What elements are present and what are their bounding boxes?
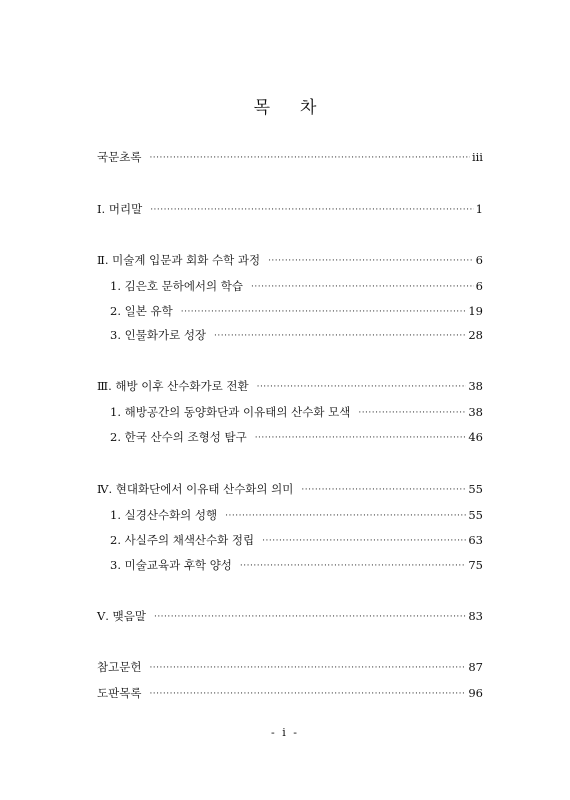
toc-entry-label: Ⅱ. 미술계 입문과 회화 수학 과정 bbox=[97, 253, 261, 267]
toc-entry-label: 2. 한국 산수의 조형성 탐구 bbox=[110, 430, 247, 444]
toc-entry-page: 55 bbox=[468, 508, 483, 522]
toc-entry-label: Ⅰ. 머리말 bbox=[97, 202, 143, 216]
toc-entry-label: 3. 미술교육과 후학 양성 bbox=[110, 558, 232, 572]
toc-entry-3-2[interactable] bbox=[110, 430, 483, 446]
toc-entry-label: 2. 일본 유학 bbox=[110, 304, 173, 318]
toc-entry-page: 96 bbox=[468, 686, 483, 700]
toc-entry-page: 38 bbox=[468, 379, 483, 393]
page-number-footer: - i - bbox=[271, 726, 299, 739]
toc-entry-page: 83 bbox=[468, 609, 483, 623]
toc-entry-label: 도판목록 bbox=[97, 686, 142, 700]
toc-leader-dots bbox=[240, 559, 466, 573]
toc-entry-chapter-5[interactable] bbox=[97, 609, 483, 625]
toc-entry-page: 75 bbox=[468, 558, 483, 572]
toc-entry-page: 28 bbox=[468, 328, 483, 342]
toc-entry-2-2[interactable] bbox=[110, 304, 483, 320]
toc-entry-page: 6 bbox=[475, 279, 483, 293]
toc-entry-label: Ⅲ. 해방 이후 산수화가로 전환 bbox=[97, 379, 249, 393]
toc-leader-dots bbox=[225, 509, 466, 523]
toc-entry-2-3[interactable] bbox=[110, 328, 483, 344]
toc-leader-dots bbox=[262, 534, 466, 548]
toc-leader-dots bbox=[301, 483, 466, 497]
toc-entry-chapter-3[interactable] bbox=[97, 379, 483, 395]
toc-entry-4-1[interactable] bbox=[110, 508, 483, 524]
title-char-1: 목 bbox=[253, 98, 270, 118]
toc-leader-dots bbox=[251, 280, 474, 294]
toc-entry-figure-list[interactable] bbox=[97, 686, 483, 702]
toc-leader-dots bbox=[214, 329, 466, 343]
page-title bbox=[0, 93, 570, 118]
toc-entry-2-1[interactable] bbox=[110, 279, 483, 295]
toc-entry-page: iii bbox=[471, 150, 483, 164]
toc-entry-label: Ⅴ. 맺음말 bbox=[97, 609, 146, 623]
toc-entry-chapter-4[interactable] bbox=[97, 482, 483, 498]
title-char-2: 차 bbox=[300, 98, 317, 118]
toc-entry-page: 6 bbox=[475, 253, 483, 267]
toc-leader-dots bbox=[149, 687, 466, 701]
toc-entry-label: Ⅳ. 현대화단에서 이유태 산수화의 의미 bbox=[97, 482, 294, 496]
toc-leader-dots bbox=[149, 661, 466, 675]
toc-leader-dots bbox=[181, 305, 467, 319]
toc-leader-dots bbox=[154, 610, 466, 624]
toc-entry-label: 1. 김은호 문하에서의 학습 bbox=[110, 279, 244, 293]
toc-entry-page: 19 bbox=[468, 304, 483, 318]
toc-entry-page: 38 bbox=[468, 405, 483, 419]
toc-entry-page: 55 bbox=[468, 482, 483, 496]
toc-entry-page: 87 bbox=[468, 660, 483, 674]
toc-leader-dots bbox=[268, 254, 474, 268]
toc-entry-label: 2. 사실주의 채색산수화 정립 bbox=[110, 533, 255, 547]
toc-entry-page: 63 bbox=[468, 533, 483, 547]
toc-entry-4-2[interactable] bbox=[110, 533, 483, 549]
toc-leader-dots bbox=[149, 151, 470, 165]
toc-entry-references[interactable] bbox=[97, 660, 483, 676]
toc-leader-dots bbox=[255, 431, 467, 445]
toc-entry-page: 1 bbox=[475, 202, 483, 216]
toc-leader-dots bbox=[257, 380, 467, 394]
toc-entry-label: 3. 인물화가로 성장 bbox=[110, 328, 207, 342]
toc-entry-label: 국문초록 bbox=[97, 150, 142, 164]
toc-entry-label: 1. 실경산수화의 성행 bbox=[110, 508, 218, 522]
toc-entry-label: 참고문헌 bbox=[97, 660, 142, 674]
toc-entry-3-1[interactable] bbox=[110, 405, 483, 421]
toc-entry-chapter-1[interactable] bbox=[97, 202, 483, 218]
toc-entry-abstract[interactable] bbox=[97, 150, 483, 166]
toc-entry-chapter-2[interactable] bbox=[97, 253, 483, 269]
toc-leader-dots bbox=[150, 203, 473, 217]
toc-entry-label: 1. 해방공간의 동양화단과 이유태의 산수화 모색 bbox=[110, 405, 351, 419]
toc-entry-4-3[interactable] bbox=[110, 558, 483, 574]
toc-leader-dots bbox=[358, 406, 466, 420]
toc-entry-page: 46 bbox=[468, 430, 483, 444]
